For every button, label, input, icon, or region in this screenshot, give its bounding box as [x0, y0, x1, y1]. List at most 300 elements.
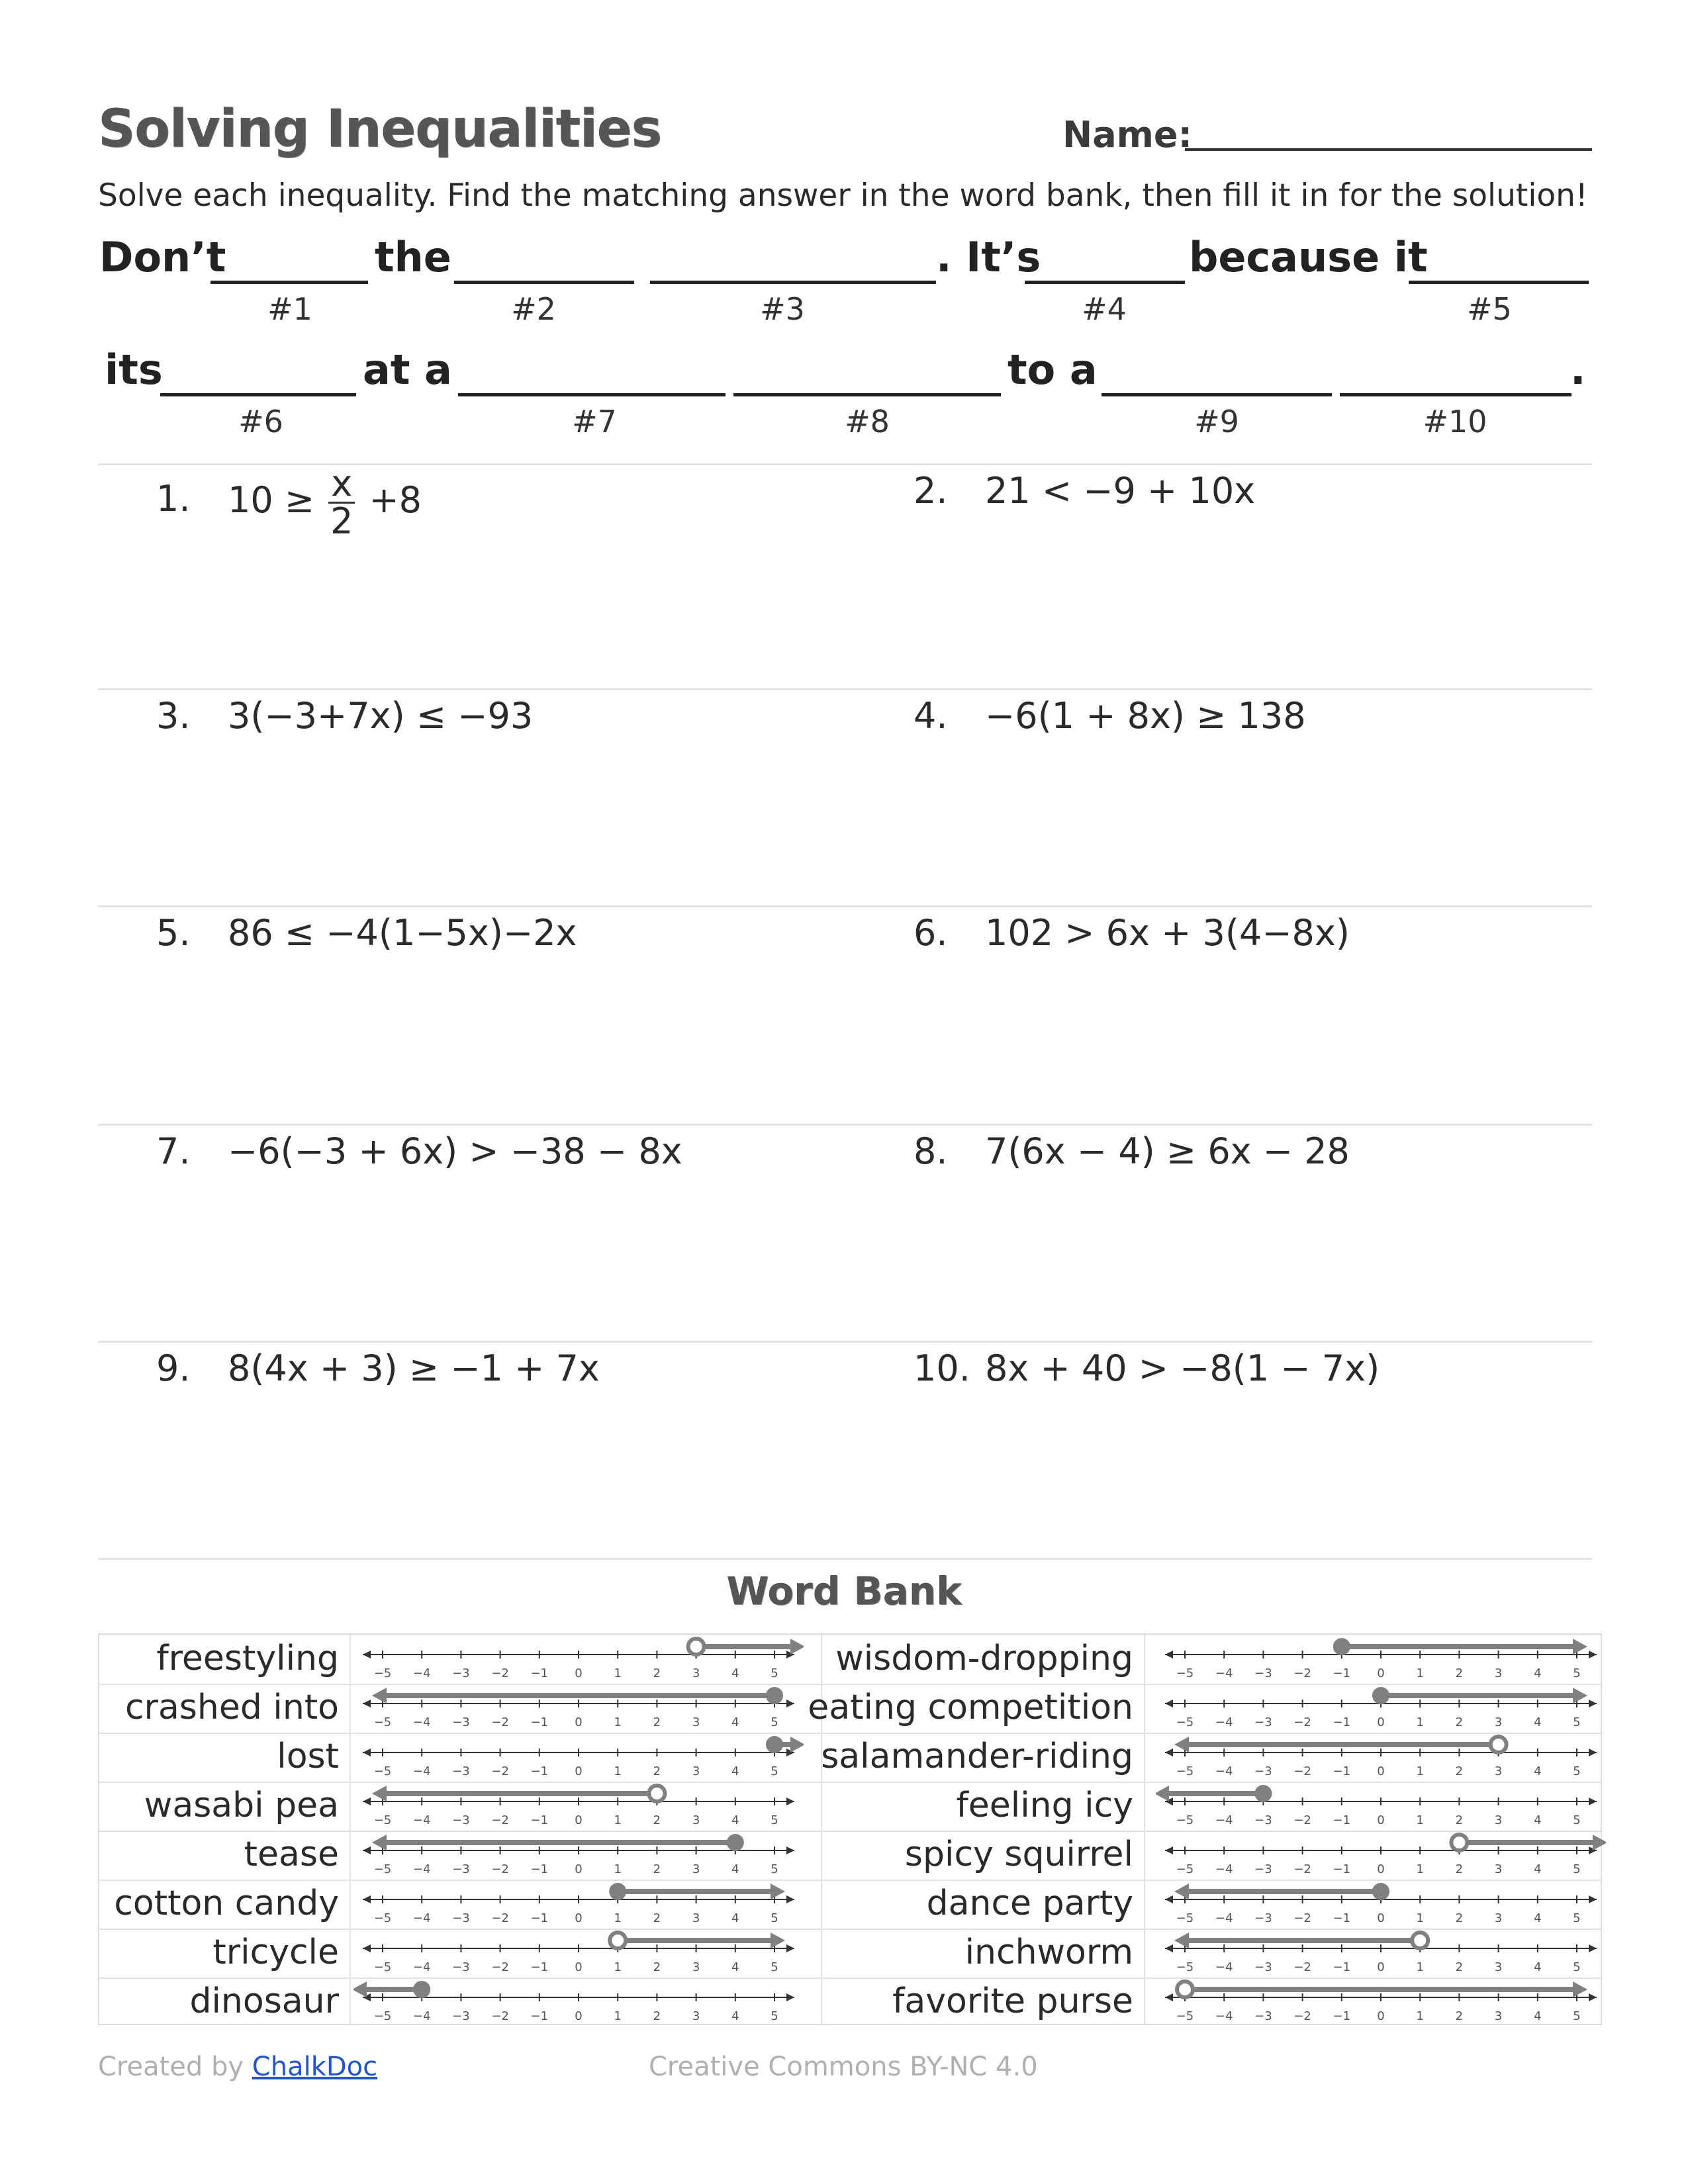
tick-label: 3: [692, 1911, 700, 1925]
tick-label: −3: [452, 2009, 470, 2023]
tick-label: 5: [771, 2009, 778, 2023]
riddle-blank-6[interactable]: [160, 393, 356, 396]
tick-label: 4: [1534, 2009, 1542, 2023]
tick-label: 4: [1534, 1715, 1542, 1729]
tick-label: 4: [731, 1666, 739, 1680]
tick-label: −5: [373, 1715, 392, 1729]
tick-label: 2: [653, 1813, 661, 1827]
divider: [98, 1558, 1592, 1560]
tick-label: −4: [1215, 1862, 1233, 1876]
tick-label: 5: [771, 1715, 778, 1729]
tick-label: 1: [1416, 2009, 1424, 2023]
tick-label: 4: [731, 1862, 739, 1876]
divider: [98, 905, 1592, 907]
tick-label: 5: [771, 1911, 778, 1925]
tick-label: 3: [1494, 1715, 1503, 1729]
tick-label: −4: [1215, 1666, 1233, 1680]
tick-label: 3: [692, 1666, 700, 1680]
tick-label: −5: [1176, 1862, 1194, 1876]
tick-label: −1: [530, 1764, 549, 1778]
tick-label: 1: [614, 2009, 622, 2023]
tick-label: −3: [452, 1813, 470, 1827]
tick-label: 3: [1494, 1862, 1503, 1876]
riddle-period: .: [1570, 345, 1586, 394]
tick-label: 5: [1573, 1666, 1581, 1680]
word-bank-word: freestyling: [156, 1639, 339, 1678]
blank-label-5: #5: [1467, 291, 1512, 327]
tick-label: −2: [491, 1862, 509, 1876]
tick-label: 4: [1534, 1911, 1542, 1925]
tick-label: 1: [1416, 1911, 1424, 1925]
fraction-denominator: 2: [330, 500, 353, 542]
tick-label: −4: [412, 1666, 431, 1680]
tick-label: −5: [373, 1960, 392, 1974]
tick-label: 1: [1416, 1666, 1424, 1680]
problem-number: 8.: [914, 1130, 948, 1172]
tick-label: 0: [1377, 2009, 1385, 2023]
tick-label: −3: [1254, 1666, 1272, 1680]
word-bank-word: dinosaur: [189, 1981, 339, 2021]
footer-credit: [98, 2052, 377, 2082]
problem-5-equation: 86 ≤ −4(1−5x)−2x: [228, 912, 577, 954]
tick-label: −3: [1254, 1764, 1272, 1778]
axis-arrow-left: [1165, 1895, 1173, 1903]
tick-label: 1: [614, 1911, 622, 1925]
tick-label: −4: [1215, 1911, 1233, 1925]
riddle-blank-4[interactable]: [1025, 281, 1185, 284]
open-endpoint: [1451, 1835, 1467, 1850]
tick-label: 2: [1455, 1764, 1464, 1778]
tick-label: 5: [1573, 1813, 1581, 1827]
axis-arrow-left: [1165, 1944, 1173, 1952]
riddle-word-because-it: because it: [1189, 233, 1428, 281]
tick-label: −1: [530, 1862, 549, 1876]
solution-arrow: [1174, 1884, 1189, 1899]
closed-endpoint: [1373, 1884, 1389, 1899]
tick-label: −2: [491, 1764, 509, 1778]
blank-label-8: #8: [845, 404, 890, 439]
riddle-word-to-a: to a: [1008, 345, 1098, 394]
number-line: [1156, 1978, 1606, 2026]
axis-arrow-right: [1589, 1993, 1597, 2001]
tick-label: 5: [1573, 1862, 1581, 1876]
worksheet-title: Solving Inequalities: [98, 99, 661, 159]
problem-number: 9.: [156, 1347, 191, 1389]
tick-label: 2: [653, 1960, 661, 1974]
divider: [98, 1124, 1592, 1126]
tick-label: −1: [1333, 1813, 1351, 1827]
tick-label: 0: [1377, 1813, 1385, 1827]
tick-label: 4: [731, 2009, 739, 2023]
word-bank-word: tease: [244, 1835, 339, 1874]
word-bank-word: salamander-riding: [821, 1737, 1133, 1776]
riddle-blank-1[interactable]: [211, 281, 368, 284]
axis-arrow-right: [1589, 1651, 1597, 1659]
open-endpoint: [1412, 1933, 1428, 1948]
tick-label: −3: [1254, 1911, 1272, 1925]
tick-label: −1: [1333, 1960, 1351, 1974]
tick-label: −5: [373, 1764, 392, 1778]
tick-label: 5: [1573, 1764, 1581, 1778]
tick-label: −2: [1293, 1862, 1311, 1876]
blank-label-9: #9: [1194, 404, 1239, 439]
tick-label: 3: [1494, 1911, 1503, 1925]
word-bank-word: inchworm: [964, 1933, 1133, 1972]
riddle-word-dont: Don’t: [99, 233, 226, 281]
tick-label: 2: [653, 1666, 661, 1680]
name-label: Name:: [1062, 114, 1193, 156]
tick-label: −2: [491, 1911, 509, 1925]
tick-label: 3: [692, 1715, 700, 1729]
tick-label: 1: [1416, 1862, 1424, 1876]
tick-label: 1: [1416, 1960, 1424, 1974]
tick-label: −2: [1293, 1715, 1311, 1729]
tick-label: −2: [1293, 1960, 1311, 1974]
tick-label: 3: [692, 1862, 700, 1876]
closed-endpoint: [1334, 1639, 1350, 1655]
problem-number: 1.: [156, 478, 191, 520]
axis-arrow-left: [1165, 1700, 1173, 1707]
problem-1-equation: [228, 463, 422, 542]
tick-label: 0: [1377, 1715, 1385, 1729]
tick-label: 2: [1455, 1813, 1464, 1827]
blank-label-3: #3: [760, 291, 805, 327]
eq-part: 10 ≥: [228, 479, 315, 522]
tick-label: 5: [1573, 2009, 1581, 2023]
word-bank-word: wisdom-dropping: [835, 1639, 1133, 1678]
tick-label: 3: [692, 1960, 700, 1974]
tick-label: −1: [1333, 1666, 1351, 1680]
number-line: [1156, 1880, 1606, 1929]
riddle-blank-2[interactable]: [454, 281, 634, 284]
tick-label: −4: [1215, 1813, 1233, 1827]
word-bank-word: crashed into: [124, 1688, 339, 1727]
tick-label: −1: [530, 1666, 549, 1680]
blank-label-10: #10: [1423, 404, 1487, 439]
riddle-word-its: . It’s: [936, 233, 1041, 281]
tick-label: 4: [1534, 1666, 1542, 1680]
eq-part: +8: [369, 479, 422, 522]
tick-label: 5: [771, 1862, 778, 1876]
word-bank-column-divider: [1144, 1635, 1145, 2024]
solution-arrow: [1174, 1933, 1189, 1948]
tick-label: 0: [575, 1911, 583, 1925]
tick-label: 5: [1573, 1715, 1581, 1729]
tick-label: 5: [1573, 1960, 1581, 1974]
tick-label: −1: [530, 1715, 549, 1729]
tick-label: −3: [452, 1862, 470, 1876]
word-bank-word: dance party: [926, 1884, 1133, 1923]
tick-label: −2: [491, 1960, 509, 1974]
tick-label: 2: [1455, 1666, 1464, 1680]
number-line: [1156, 1733, 1606, 1782]
tick-label: −3: [452, 1715, 470, 1729]
tick-label: −5: [1176, 1960, 1194, 1974]
blank-label-6: #6: [238, 404, 283, 439]
tick-label: 3: [1494, 1813, 1503, 1827]
tick-label: 0: [575, 1715, 583, 1729]
tick-label: −4: [412, 1813, 431, 1827]
tick-label: 0: [575, 2009, 583, 2023]
tick-label: −3: [452, 1911, 470, 1925]
tick-label: −4: [412, 1911, 431, 1925]
closed-endpoint: [1255, 1786, 1271, 1801]
problem-number: 4.: [914, 695, 948, 737]
tick-label: −5: [1176, 2009, 1194, 2023]
tick-label: 3: [692, 1764, 700, 1778]
tick-label: 3: [1494, 1960, 1503, 1974]
tick-label: 0: [1377, 1862, 1385, 1876]
tick-label: 5: [1573, 1911, 1581, 1925]
axis-arrow-right: [1589, 1749, 1597, 1756]
tick-label: −1: [530, 1813, 549, 1827]
tick-label: −3: [452, 1764, 470, 1778]
tick-label: −4: [412, 1960, 431, 1974]
tick-label: 3: [692, 1813, 700, 1827]
tick-label: −4: [1215, 1960, 1233, 1974]
problem-number: 10.: [914, 1347, 970, 1389]
tick-label: −3: [452, 1666, 470, 1680]
axis-arrow-left: [1165, 1993, 1173, 2001]
number-line: [1156, 1782, 1606, 1831]
riddle-word-its2: its: [105, 345, 163, 394]
blank-label-2: #2: [511, 291, 556, 327]
tick-label: −3: [1254, 1715, 1272, 1729]
tick-label: 1: [1416, 1813, 1424, 1827]
tick-label: 3: [1494, 1764, 1503, 1778]
tick-label: 2: [1455, 1911, 1464, 1925]
fraction-numerator: x: [328, 466, 355, 504]
number-line: [1156, 1684, 1606, 1733]
tick-label: −5: [373, 1666, 392, 1680]
axis-arrow-right: [1589, 1944, 1597, 1952]
tick-label: −5: [1176, 1666, 1194, 1680]
tick-label: −4: [1215, 1764, 1233, 1778]
divider: [98, 688, 1592, 690]
word-bank-word: eating competition: [808, 1688, 1133, 1727]
tick-label: −1: [1333, 1862, 1351, 1876]
open-endpoint: [1177, 1981, 1193, 1997]
tick-label: 4: [731, 1715, 739, 1729]
axis-arrow-right: [1589, 1797, 1597, 1805]
word-bank-word: feeling icy: [956, 1786, 1133, 1825]
axis-arrow-right: [1589, 1700, 1597, 1707]
tick-label: −2: [1293, 1813, 1311, 1827]
tick-label: −2: [1293, 1764, 1311, 1778]
word-bank-word: wasabi pea: [144, 1786, 339, 1825]
tick-label: 1: [614, 1764, 622, 1778]
problem-number: 5.: [156, 912, 191, 954]
tick-label: 2: [653, 1862, 661, 1876]
tick-label: −4: [412, 1715, 431, 1729]
solution-arrow: [1573, 1981, 1587, 1997]
tick-label: −4: [412, 2009, 431, 2023]
tick-label: −4: [412, 1764, 431, 1778]
tick-label: 3: [692, 2009, 700, 2023]
tick-label: 1: [1416, 1764, 1424, 1778]
word-bank-word: spicy squirrel: [904, 1835, 1133, 1874]
tick-label: −2: [1293, 1666, 1311, 1680]
tick-label: 4: [731, 1960, 739, 1974]
tick-label: 0: [1377, 1764, 1385, 1778]
tick-label: 5: [771, 1960, 778, 1974]
tick-label: 0: [575, 1764, 583, 1778]
tick-label: 4: [731, 1764, 739, 1778]
tick-label: 3: [1494, 2009, 1503, 2023]
tick-label: 0: [1377, 1666, 1385, 1680]
word-bank-word: favorite purse: [892, 1981, 1133, 2021]
chalkdoc-link[interactable]: ChalkDoc: [252, 2052, 378, 2082]
tick-label: −3: [1254, 1862, 1272, 1876]
problem-6-equation: 102 > 6x + 3(4−8x): [985, 912, 1350, 954]
tick-label: 2: [653, 2009, 661, 2023]
tick-label: 2: [653, 1911, 661, 1925]
tick-label: −2: [491, 1666, 509, 1680]
blank-label-4: #4: [1082, 291, 1127, 327]
problem-4-equation: −6(1 + 8x) ≥ 138: [985, 695, 1306, 737]
problem-8-equation: 7(6x − 4) ≥ 6x − 28: [985, 1130, 1350, 1172]
tick-label: −4: [412, 1862, 431, 1876]
problem-number: 2.: [914, 470, 948, 512]
tick-label: −1: [1333, 1764, 1351, 1778]
riddle-blank-3[interactable]: [650, 281, 936, 284]
tick-label: −3: [1254, 2009, 1272, 2023]
tick-label: 1: [614, 1862, 622, 1876]
tick-label: 1: [1416, 1715, 1424, 1729]
riddle-blank-10[interactable]: [1340, 393, 1571, 396]
solution-arrow: [1573, 1639, 1587, 1655]
tick-label: 5: [771, 1813, 778, 1827]
tick-label: −5: [373, 2009, 392, 2023]
tick-label: 5: [771, 1666, 778, 1680]
problem-2-equation: 21 < −9 + 10x: [985, 470, 1256, 512]
tick-label: −1: [530, 2009, 549, 2023]
tick-label: 0: [575, 1666, 583, 1680]
problem-10-equation: 8x + 40 > −8(1 − 7x): [985, 1347, 1380, 1389]
tick-label: 0: [1377, 1960, 1385, 1974]
tick-label: −2: [491, 2009, 509, 2023]
tick-label: −5: [373, 1862, 392, 1876]
riddle-blank-5[interactable]: [1409, 281, 1589, 284]
number-line: [1156, 1929, 1606, 1978]
tick-label: −3: [452, 1960, 470, 1974]
name-field-line[interactable]: [1185, 148, 1592, 151]
riddle-word-the: the: [375, 233, 451, 281]
tick-label: −1: [1333, 2009, 1351, 2023]
tick-label: 0: [575, 1960, 583, 1974]
tick-label: 4: [1534, 1862, 1542, 1876]
tick-label: −2: [1293, 2009, 1311, 2023]
blank-label-7: #7: [572, 404, 617, 439]
tick-label: 0: [1377, 1911, 1385, 1925]
divider: [98, 463, 1592, 465]
instructions: Solve each inequality. Find the matching answer in the word bank, then fill it in for the solution!: [98, 177, 1588, 214]
tick-label: 2: [1455, 2009, 1464, 2023]
tick-label: 1: [614, 1666, 622, 1680]
word-bank-word: tricycle: [212, 1933, 339, 1972]
tick-label: 2: [1455, 1862, 1464, 1876]
tick-label: −5: [373, 1813, 392, 1827]
riddle-word-at-a: at a: [363, 345, 452, 394]
tick-label: −1: [530, 1911, 549, 1925]
created-by-text: Created by: [98, 2052, 244, 2082]
license-text: Creative Commons BY-NC 4.0: [649, 2052, 1038, 2082]
solution-arrow: [1156, 1786, 1169, 1801]
tick-label: 1: [614, 1960, 622, 1974]
solution-arrow: [1174, 1737, 1189, 1752]
open-endpoint: [1491, 1737, 1507, 1752]
tick-label: 2: [653, 1715, 661, 1729]
word-bank-table: [98, 1633, 1602, 2025]
fraction: [328, 463, 355, 542]
tick-label: −1: [1333, 1715, 1351, 1729]
tick-label: −5: [1176, 1813, 1194, 1827]
axis-arrow-left: [1165, 1651, 1173, 1659]
riddle-blank-7[interactable]: [458, 393, 726, 396]
tick-label: −5: [1176, 1764, 1194, 1778]
tick-label: −4: [1215, 2009, 1233, 2023]
tick-label: −5: [373, 1911, 392, 1925]
tick-label: −3: [1254, 1960, 1272, 1974]
problem-number: 7.: [156, 1130, 191, 1172]
tick-label: 0: [575, 1862, 583, 1876]
problem-7-equation: −6(−3 + 6x) > −38 − 8x: [228, 1130, 682, 1172]
axis-arrow-left: [1165, 1749, 1173, 1756]
tick-label: 1: [614, 1715, 622, 1729]
closed-endpoint: [1373, 1688, 1389, 1704]
word-bank-word: lost: [277, 1737, 339, 1776]
tick-label: 3: [1494, 1666, 1503, 1680]
tick-label: 1: [614, 1813, 622, 1827]
word-bank-title: Word Bank: [726, 1569, 962, 1614]
tick-label: −5: [1176, 1911, 1194, 1925]
tick-label: 0: [575, 1813, 583, 1827]
word-bank-word: cotton candy: [114, 1884, 339, 1923]
tick-label: 4: [731, 1911, 739, 1925]
solution-arrow: [1573, 1688, 1587, 1704]
tick-label: 2: [1455, 1960, 1464, 1974]
tick-label: −3: [1254, 1813, 1272, 1827]
problem-number: 3.: [156, 695, 191, 737]
axis-arrow-left: [1165, 1846, 1173, 1854]
tick-label: 2: [653, 1764, 661, 1778]
number-line: [1156, 1635, 1606, 1684]
tick-label: −2: [491, 1715, 509, 1729]
number-line: [1156, 1831, 1606, 1880]
tick-label: −5: [1176, 1715, 1194, 1729]
tick-label: 4: [731, 1813, 739, 1827]
solution-arrow: [1593, 1835, 1606, 1850]
tick-label: 4: [1534, 1764, 1542, 1778]
problem-3-equation: 3(−3+7x) ≤ −93: [228, 695, 534, 737]
tick-label: 2: [1455, 1715, 1464, 1729]
tick-label: 4: [1534, 1813, 1542, 1827]
blank-label-1: #1: [267, 291, 312, 327]
tick-label: −2: [491, 1813, 509, 1827]
tick-label: 5: [771, 1764, 778, 1778]
tick-label: −4: [1215, 1715, 1233, 1729]
divider: [98, 1341, 1592, 1343]
tick-label: −1: [530, 1960, 549, 1974]
tick-label: −2: [1293, 1911, 1311, 1925]
riddle-blank-9[interactable]: [1102, 393, 1332, 396]
riddle-blank-8[interactable]: [733, 393, 1001, 396]
axis-arrow-right: [1589, 1895, 1597, 1903]
tick-label: 4: [1534, 1960, 1542, 1974]
problem-number: 6.: [914, 912, 948, 954]
problem-9-equation: 8(4x + 3) ≥ −1 + 7x: [228, 1347, 600, 1389]
tick-label: −1: [1333, 1911, 1351, 1925]
